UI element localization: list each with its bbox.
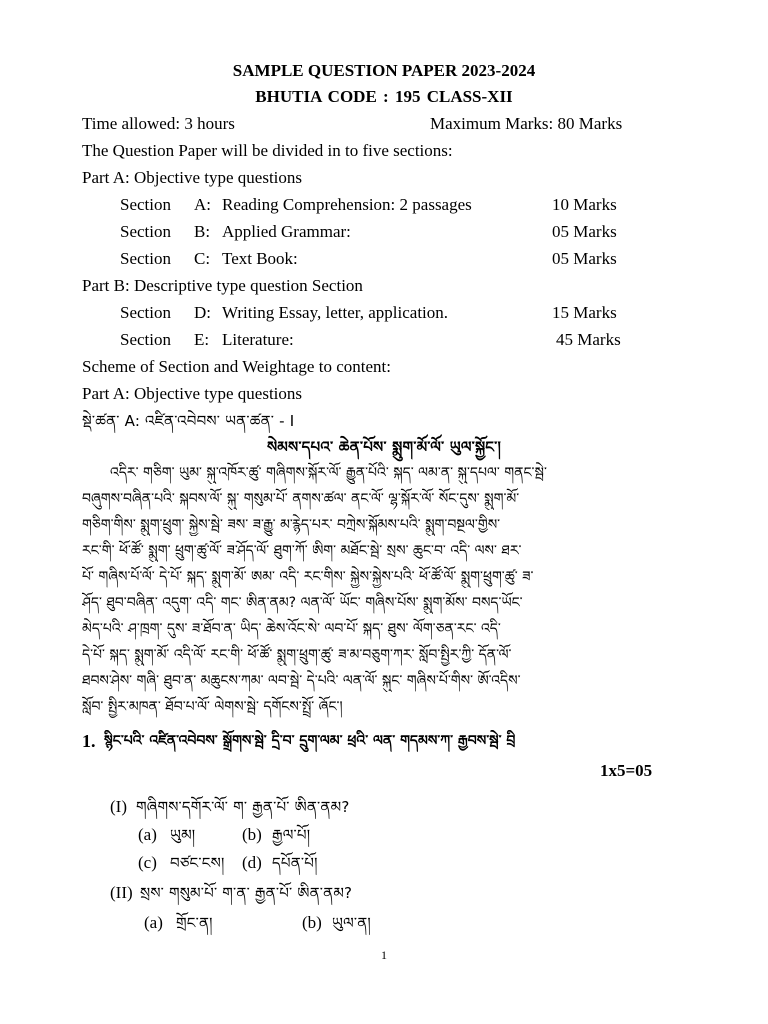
section-marks: 05 Marks xyxy=(552,222,617,241)
section-marks: 15 Marks xyxy=(552,303,617,322)
section-label: Section xyxy=(120,195,171,214)
maximum-marks: Maximum Marks: 80 Marks xyxy=(430,114,623,133)
section-description: Literature: xyxy=(222,330,294,349)
section-letter: C: xyxy=(194,249,211,268)
section-label: Section xyxy=(120,330,171,349)
passage-line: ཐབས་ཤེས་ གཞི་ ཐུབ་ན་ མཆུངས་ཀམ་ ལབ་སྦེ་ དེ་པའི་ ལན་ལོ་ སྐུང་ གཞིས་པོ་གིས་ ཨོ་འདིས་ xyxy=(82,673,521,689)
section-description: Applied Grammar: xyxy=(222,222,351,241)
passage-line: འདིར་ གཅིག་ ཡུམ་ སྐུ་འཁོར་ཚུ་ གཞིགས་སྐོར་ལོ་ རྒྱུན་པོའི་ སྐད་ ལམ་ན་ སྐུ་དཔལ་ གནང་སྦེ་ xyxy=(110,465,547,481)
option-text: གྲོང་ན། xyxy=(176,914,213,932)
paper-subtitle: BHUTIA CODE : 195 CLASS-XII xyxy=(255,87,513,106)
section-marks: 05 Marks xyxy=(552,249,617,268)
division-note: The Question Paper will be divided in to five sections: xyxy=(82,141,453,160)
scheme-heading: Scheme of Section and Weightage to content: xyxy=(82,357,391,376)
passage-line: སློབ་ སྤྱིར་མཁན་ ཐོབ་པ་ལོ་ ལེགས་སྦེ་ དགོངས་སྤྲོ་ ཞོང་། xyxy=(82,699,343,715)
section-letter: A: xyxy=(194,195,211,214)
sub-question-text: སྲས་ གསུམ་པོ་ ག་ན་ རྒྱན་པོ་ ཨིན་ནམ? xyxy=(140,884,353,902)
section-letter: B: xyxy=(194,222,211,241)
section-marks: 45 Marks xyxy=(556,330,621,349)
question-marks: 1x5=05 xyxy=(600,761,653,780)
section-letter: D: xyxy=(194,303,211,322)
option-text: དཔོན་པོ། xyxy=(272,854,318,872)
passage-line: མེད་པའི་ ཤ་ཁྲག་ དུས་ ཟ་ཐོབ་ན་ ཡིད་ ཆེས་འོང་སེ་ ལབ་པོ་ སྐད་ ཐུས་ ལོག་ཅན་རང་ འདི་ xyxy=(82,621,501,637)
option-text: རྒྱལ་པོ། xyxy=(272,826,311,844)
option-label: (a) xyxy=(144,913,163,932)
time-allowed: Time allowed: 3 hours xyxy=(82,114,235,133)
section-a-tibetan-heading: སྡེ་ཚན་ A: འཛིན་འབེབས་ ཡན་ཚན་ - I xyxy=(82,412,295,430)
sub-question-text: གཞིགས་དགོར་ལོ་ ག་ རྒྱན་པོ་ ཨིན་ནམ? xyxy=(136,798,350,816)
sub-question-label: (I) xyxy=(110,797,127,816)
section-letter: E: xyxy=(194,330,210,349)
part-a-heading: Part A: Objective type questions xyxy=(82,168,303,187)
passage-line: དེ་པོ་ སྐད་ སྨུག་མོ་ འདི་ལོ་ རང་གི་ ཕོ་ཚོ་ སྨུག་ཕྲུག་ཚུ་ ཟ་མ་བཅུག་ཀར་ སློབ་སྤྱིར་ཀྱི་ དོན་ལོ་ xyxy=(82,647,512,663)
passage-line: བཞུགས་བཞིན་པའི་ སྐབས་ལོ་ སྐུ་ གསུམ་པོ་ ནགས་ཚལ་ ནང་ལོ་ ལྷ་སྐོར་ལོ་ སོང་དུས་ སྨུག་མོ་ xyxy=(82,491,520,507)
option-label: (a) xyxy=(138,825,157,844)
section-label: Section xyxy=(120,222,171,241)
passage-title: སེམས་དཔའ་ ཆེན་པོས་ སྨུག་མོ་ལོ་ ཡུལ་སྐྱོང་། xyxy=(266,438,502,456)
passage-line: གཅིག་གིས་ སྨུག་ཕྲུག་ སྐྱེས་སྦེ་ ཟས་ ཟ་རྒྱུ་ མ་རྙེད་པར་ བཀྲེས་སྐོམས་པའི་ སྨུག་བསྔལ་གྱིས་ xyxy=(82,517,501,533)
page-number: 1 xyxy=(381,948,387,962)
option-text: ཡུལ་ན། xyxy=(332,914,371,932)
option-text: ཡུམ། xyxy=(170,826,196,844)
section-label: Section xyxy=(120,249,171,268)
paper-title: SAMPLE QUESTION PAPER 2023-2024 xyxy=(232,61,536,80)
option-label: (b) xyxy=(242,825,262,844)
question-number: 1. xyxy=(82,731,96,751)
section-label: Section xyxy=(120,303,171,322)
passage-line: རང་གི་ ཕོ་ཚོ་ སྨུག་ ཕྲུག་ཚུ་ལོ་ ཟ་ཤོད་ལོ་ ཐུག་ཀོ་ ཨིག་ མཐོང་སྦེ་ སྲས་ ཆུང་བ་ འདི་ ལས་ ཐར་ xyxy=(82,543,522,559)
passage-line: པོ་ གཞིས་པོ་ལོ་ དེ་པོ་ སྐད་ སྨུག་མོ་ ཨམ་ འདི་ རང་གིས་ སྐྱེས་སྐྱེས་པའི་ ཕོ་ཚོ་ལོ་ སྨུག་ཕྲུག་ཚུ་ ཟ་ xyxy=(82,569,534,585)
sub-question-label: (II) xyxy=(110,883,133,902)
option-label: (d) xyxy=(242,853,262,872)
section-description: Writing Essay, letter, application. xyxy=(222,303,449,322)
section-description: Reading Comprehension: 2 passages xyxy=(222,195,472,214)
section-marks: 10 Marks xyxy=(552,195,617,214)
option-text: བཙང་ངས། xyxy=(170,854,225,872)
part-b-heading: Part B: Descriptive type question Section xyxy=(82,276,363,295)
passage-line: ཤོད་ ཐུབ་བཞིན་ འདུག་ འདི་ གང་ ཨིན་ནམ? ལན་ལོ་ ཡོང་ གཞིས་པོས་ སྨུག་མོས་ བསད་ཡོང་ xyxy=(82,595,523,611)
option-label: (b) xyxy=(302,913,322,932)
option-label: (c) xyxy=(138,853,157,872)
section-description: Text Book: xyxy=(222,249,298,268)
question-text: སྙིང་པའི་ འཛིན་འབེབས་ སྒྲོགས་སྦེ་ དྲི་བ་ དྲུག་ལམ་ ཕྲའི་ ལན་ གདམས་ཀ་ རྒྱབས་སྦེ་ བྲི xyxy=(104,733,516,749)
part-a-heading-repeat: Part A: Objective type questions xyxy=(82,384,303,403)
